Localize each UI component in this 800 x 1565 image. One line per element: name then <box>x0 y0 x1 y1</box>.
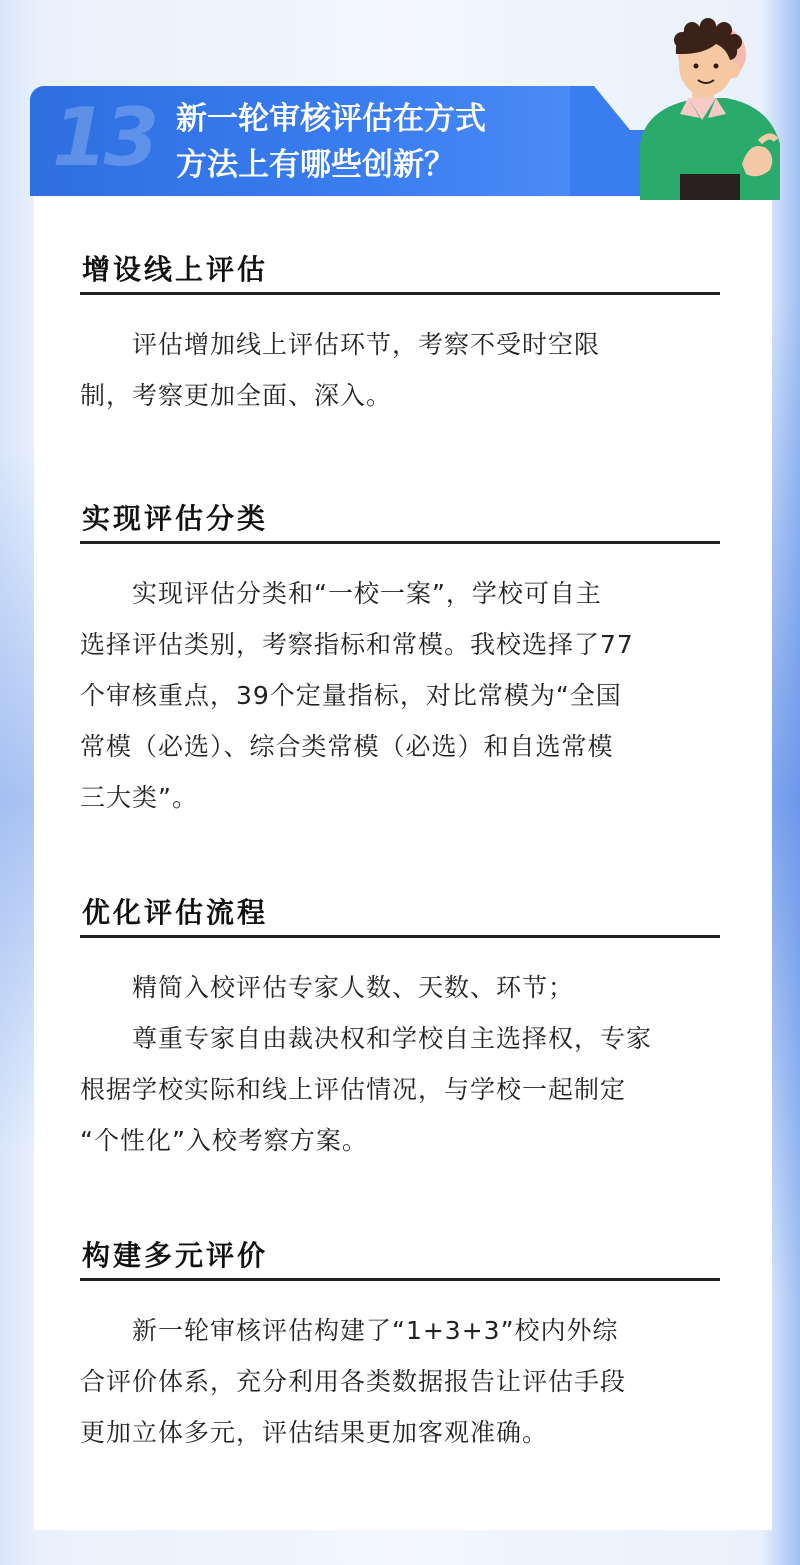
body-line: 选择评估类别，考察指标和常模。我校选择了77 <box>80 630 634 659</box>
body-line: “个性化”入校考察方案。 <box>80 1126 368 1155</box>
body-line: 尊重专家自由裁决权和学校自主选择权，专家 <box>80 1024 653 1053</box>
body-line: 实现评估分类和“一校一案”，学校可自主 <box>80 579 602 608</box>
question-number: 13 <box>52 91 156 184</box>
body-line: 评估增加线上评估环节，考察不受时空限 <box>80 330 601 359</box>
body-line: 合评价体系，充分利用各类数据报告让评估手段 <box>80 1367 627 1396</box>
body-line: 新一轮审核评估构建了“1+3+3”校内外综 <box>80 1316 619 1345</box>
section-online-evaluation <box>80 248 720 421</box>
body-line: 个审核重点，39个定量指标，对比常模为“全国 <box>80 681 622 710</box>
section-heading: 实现评估分类 <box>80 497 720 544</box>
section-body <box>80 319 720 421</box>
section-body <box>80 1305 720 1458</box>
body-line: 常模（必选）、综合类常模（必选）和自选常模 <box>80 732 614 761</box>
section-heading: 构建多元评价 <box>80 1234 720 1281</box>
section-body <box>80 568 720 823</box>
page-title-line-1: 新一轮审核评估在方式 <box>176 101 486 137</box>
cartoon-person-illustration <box>630 14 790 200</box>
page-title <box>176 96 576 188</box>
section-diverse-evaluation <box>80 1234 720 1458</box>
section-evaluation-classification <box>80 497 720 823</box>
body-line: 更加立体多元，评估结果更加客观准确。 <box>80 1418 549 1447</box>
section-heading: 增设线上评估 <box>80 248 720 295</box>
background-glow-right <box>770 300 800 1300</box>
body-line: 根据学校实际和线上评估情况，与学校一起制定 <box>80 1075 627 1104</box>
body-line: 三大类”。 <box>80 783 198 812</box>
body-line: 制，考察更加全面、深入。 <box>80 381 393 410</box>
section-heading: 优化评估流程 <box>80 891 720 938</box>
body-line: 精简入校评估专家人数、天数、环节； <box>80 973 575 1002</box>
section-optimize-process <box>80 891 720 1166</box>
section-body <box>80 962 720 1166</box>
page-title-line-2: 方法上有哪些创新？ <box>176 147 455 183</box>
